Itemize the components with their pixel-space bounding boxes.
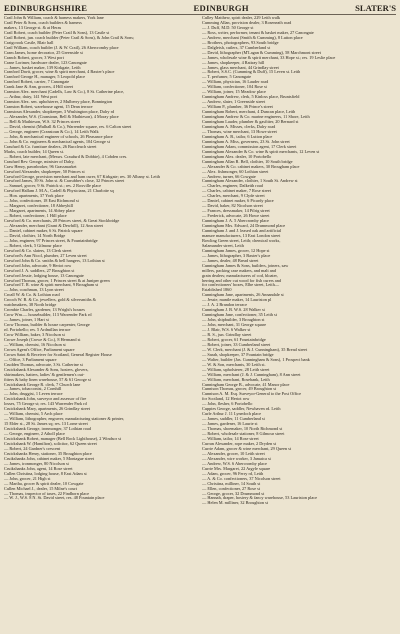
directory-entry: Crawford Thomas, grocer, 1 Princes street & at Juniper green (4, 278, 110, 283)
directory-entry: Cullen Christina, lodging house, 8 East Adam st (4, 471, 87, 476)
directory-entry: — David, baker, 82 Nicolson street (202, 204, 263, 209)
directory-entry: — John, grocer, 21 High st (4, 476, 51, 481)
directory-entry: — James, wholesale wine & spirit merchant, 33 Hope st.; res. 19 Leslie place (202, 55, 336, 60)
directory-entry: — W. J., W.S. 8 N. St. David street, res. 48 Fountain place (4, 496, 105, 501)
directory-entry: — W. & Son, merchants, 30 Leith st. (202, 362, 266, 367)
directory-entry: — J. Duff, M.D. 50 George st (202, 25, 254, 30)
page-header (4, 3, 396, 15)
right-column (202, 16, 395, 506)
directory-entry: Crawford John, advocate, 9 Heriot row (4, 263, 72, 268)
directory-entry: — J. Blair, W.S. 6 Walker st (202, 328, 251, 333)
directory-entry: — Alexander, W.S. (Cranstoun, Bell & Mathieson), 4 Moray place (4, 115, 119, 120)
left-column (4, 16, 197, 506)
directory-entry: Cram James, home decorator, 25 Greenside st (4, 50, 83, 55)
directory-entry: Craigcrook Castle, Blair hall (4, 40, 54, 45)
directory-entry: Crawford Hallam J. M.A., Cadell & Physicians, 21 Charlotte sq (4, 189, 114, 194)
directory-entry: Crail Robert, jun. coach builder (Peter Crail & Sons), & John Crail & Sons; (4, 35, 135, 40)
directory-entry: — James, gardener, 16 Laurie st (202, 422, 258, 427)
directory-entry: Cruickshank George R. clerk, 7 Church lane (4, 382, 81, 387)
directory-entry: — Samuel, grocer, 9 St. Patrick st.; res. 2 Roxville place (4, 184, 102, 189)
directory-entry: — David, chemist (Mulhall & Co.), Warrender square, res. 6 Calton street (4, 124, 132, 129)
directory-entry: Cunningham Adam, commission agent, 17 Clerk street (202, 144, 297, 149)
directory-entry: — David, lithographer (M'Lagan & Cumming), 58 Marchmont street (202, 50, 321, 55)
directory-entry: losses, 75 George st; res. 143 Warrender Park rd (4, 402, 87, 407)
directory-entry: rd. Portobello; res. 5 Ardmillan terrace (4, 328, 71, 333)
directory-entry: — James, basket maker, 139 Kirkgate, Leith (4, 65, 81, 70)
directory-entry: Cunningham A. Misses, clerks, Dalry road (202, 124, 276, 129)
directory-entry: Cunningham Andrew & Co. marine engineers, 11 Shore, Leith (202, 115, 310, 120)
directory-entry: Crawford & Co. merchants, 28 Princes street, & Great Stockbridge (4, 219, 120, 224)
directory-entry: Cruickshank Robert, manager (Bell Rock Lighthouse), 2 Windsor st (4, 437, 121, 442)
directory-entry: Crawford T. R. wine & spirit merchant, 9 Brougham st (4, 283, 99, 288)
directory-entry: — Margaret, apartments, 14 Abbey place (4, 209, 75, 214)
directory-entry: Crowe Joseph (Crowe & Co.), 8 Hermand st (4, 337, 81, 342)
directory-entry: — Christina, milliner, 14 South st (202, 481, 261, 486)
directory-entry: — Charles, cabinet maker, 7 Rose street (202, 189, 272, 194)
directory-entry: — Dalgleish, cutlers, 37 Cumberland st (202, 45, 271, 50)
directory-entry: — David, clothier, 14 North Bridge (4, 233, 66, 238)
directory-entry: Cruickshank George, ironmonger, 37 Lothian road (4, 427, 91, 432)
directory-entry: — Hon. apartments, 37 York place (4, 194, 64, 199)
directory-entry: — Robert, confectioner, 1 Hill place (4, 214, 67, 219)
directory-entry: makers, 13 George st. & at Heras (4, 25, 62, 30)
directory-entry: — William, tailor, 14 Rose street (202, 437, 259, 442)
directory-entry: Cruickshank W. (Hamilton), solicitor, 62 Queen street (4, 441, 97, 446)
directory-entry: — Robert, S.S.C. (Cumming & Duff), 15 Leven st. Leith (202, 70, 301, 75)
directory-entry: Marks, coach builder, 14 Queen st. (4, 149, 64, 154)
directory-entry: Cunningham Jane, apartments, 26 Annandale st (202, 293, 284, 298)
directory-entry: Crawford's Ann Nicol, plumber, 27 Leven street (4, 253, 87, 258)
directory-entry: Cunningham Alexander, clothier, 1 South St. Andrew st (202, 179, 298, 184)
directory-entry: Cranford Davit, grocer, wine & spirit merchant, 4 Baxter's place (4, 70, 115, 75)
directory-entry: — Robert, grocer, 61 Fountainbridge (202, 337, 266, 342)
directory-entry: Cunningham Allan R. Bell, clothier, 10 South bridge (202, 159, 293, 164)
directory-entry: — J. A. 2 Brandon terrace (202, 303, 247, 308)
directory-entry: Cunnison A. M. Esq. Surveyor-General to the Post Office (202, 392, 302, 397)
directory-entry: — R. S., jun. Grindlay street (202, 333, 252, 337)
directory-entry: — Daniel, cabinet maker, 6 Picardy place (202, 199, 274, 204)
directory-entry: — James, ironmonger, 80 Nicolson st (4, 461, 69, 466)
directory-entry: Crank Jane & Ann, grocers, 4 Hill street (4, 85, 74, 90)
directory-entry: fitters & baby linen warehouse, 57 & 61 George st (4, 377, 91, 382)
directory-entry: Crail William, coach builder (J. & W. Crail), 26 Abercromby place (4, 45, 119, 50)
directory-entry: — William, chemist, 5 Arch place (4, 412, 63, 417)
directory-entry: — John, & mechanical engineer of schools, 26 Pleasance place (4, 134, 113, 139)
directory-entry: — Alexander, grocer, 10 Leith street (202, 451, 265, 456)
directory-entry: Cunningham A. Miss, governess, 23 St. John street (202, 139, 290, 144)
directory-entry: Cruickshank Mary, apartments, 26 Grindlay street (4, 407, 90, 412)
directory-entry: — George, engineer (Cranstoun & Co.), 14 Leith Walk (4, 129, 99, 134)
directory-entry: Cruickshank John, surveyor and assessor of fire (4, 397, 87, 402)
directory-entry: — William, merchant (J. & J. Cunningham), 8 Ann street (202, 372, 301, 377)
directory-entry: — Martha, grocer & spirit dealer, 10 Cowgate (4, 481, 84, 486)
directory-entry: Cruickshank Alexander & Sons, hosiers, glovers, (4, 367, 89, 372)
directory-entry: Cranford Robert, carrier, 7 Canongate (4, 80, 70, 85)
header-city: EDINBURGH (193, 3, 249, 13)
directory-entry: — James, saddler, 11 Cumberland st (202, 417, 265, 422)
directory-entry: Crail Robert, coach builder (Peter Crail & Sons), 13 Castle st (4, 30, 110, 35)
directory-entry: Cranston Alex. merchant (Cadells, Law & Co.), 8 St. Catherine place, (4, 90, 125, 95)
directory-entry: — John & Co. engineers & mechanical agents, 104 George st (4, 139, 110, 144)
directory-entry: — James, glass merchant, 44 Grindlay street (202, 65, 279, 70)
directory-entry: millers, packing case makers, and malt and (202, 268, 276, 273)
directory-entry: — William, lithographer, engraver, manufacturing stationer & printer, (4, 417, 125, 422)
directory-entry: — Thomas, inspector of taxes, 22 Findhorn place (4, 491, 90, 496)
directory-entry: — William, upholsterer, 28 Leith street (202, 367, 270, 372)
directory-columns (4, 16, 396, 506)
directory-entry: — William, physician, 16 Lauder road (202, 80, 269, 85)
directory-entry: — James, lithographer, 3 Baxter's place (202, 253, 271, 258)
directory-entry: Cruickshanks Henry, stationer, 35 Broughton place (4, 451, 92, 456)
directory-entry: Cullen Michael J., dealer, 15 Milne's court (4, 486, 78, 491)
directory-entry: — George, engineer, 2 Atholl place (4, 432, 65, 437)
directory-entry: — A. & Co. confectioners, 37 Nicolson street (202, 476, 281, 481)
directory-entry: — William, merchant, Rosebank, Leith (202, 377, 270, 382)
directory-entry: — James, joiner, 1 Hart st (4, 318, 49, 323)
directory-entry: — William P., plumber, 36 Prince's street (202, 105, 273, 110)
directory-entry: Cunnison Thomas, grocer, 49 Broughton st (202, 387, 277, 392)
directory-entry: Crawford Jessie, lodging house, 13 Canongate (4, 273, 84, 278)
directory-entry: — John, flesher, 6 Portobello (202, 402, 253, 407)
directory-entry: Cunningham Lauder, plumber & gasfitter, 20 Bernard st (202, 120, 299, 125)
directory-entry: — Ellen, confectioner, 27 Rose st (202, 486, 260, 491)
directory-entry: — Brothers, photographers, 93 South bridge (202, 40, 279, 45)
directory-entry: — Adam, grocer, 96 Ferry rd, Leith (202, 471, 264, 476)
directory-entry: — Alex. fishmonger, 60 Lothian street (202, 169, 269, 174)
directory-entry: Cunningham A. B., tailor, 6 Lutton place (202, 134, 273, 139)
directory-entry: Cunningham Alexander & Co. wine & spirit merchants, 12 Leven st (202, 149, 320, 154)
directory-entry: grain dealers; manufacturers of cod, bloater, (202, 273, 278, 278)
directory-entry: Cunningham J. A. 5 Abercromby place (202, 219, 269, 224)
directory-entry: Craw Henry, pawnbroker, 96 Grassmarket (4, 164, 77, 169)
directory-entry: Crombie Charles, gardener, 13 Wright's houses (4, 308, 85, 313)
directory-entry: Cunningham Robert, merchant, 4 Duncan place, Leith (202, 110, 296, 115)
directory-entry: Cumming Allan, provision dealer, 3 Roseneath road (202, 20, 292, 25)
directory-entry: — John, coachman, 13 Lyon street (4, 288, 64, 293)
directory-entry: Bowling Green street, Leith; chemical works, (202, 238, 281, 243)
directory-entry: Crawford J. A. saddlers, 27 Broughton st (4, 268, 75, 273)
directory-entry: Cunningham Alex. dealer, 10 Portobello (202, 154, 272, 159)
directory-entry: watchmakers, 38 North bridge (4, 303, 57, 308)
directory-entry: — Charles, merchant, 9 Clyde street (202, 194, 265, 199)
directory-entry: — John, shipbuilder, 3 Broughton st (202, 318, 265, 323)
directory-entry: — Alexander & Co. cabinet makers, 30 Brougham place (202, 164, 300, 169)
directory-entry: — Robert, joiner, 33 Cumberland street (202, 342, 271, 347)
directory-entry: Crail John & William, coach & harness makers, York lane (4, 16, 104, 20)
directory-entry: Cranston Alex. sen. upholsterer, 2 Mulberry place, Bonnington (4, 100, 113, 105)
directory-entry: Cranch Robert, grocer, 3 West port (4, 55, 64, 60)
directory-entry: — Andrew, turner, 66 Cowgate (202, 174, 256, 179)
directory-entry: — John, druggist, 1 Leven terrace (4, 392, 63, 397)
directory-entry: — Walter, builder (Jas. Cunningham & Sons), 1 Prospect bank (202, 357, 310, 362)
directory-entry: Croall W. & Co. & Lothian road (4, 293, 60, 298)
directory-entry: Cunningham James, grocer, 12 Hope st (202, 248, 270, 253)
directory-entry: — Daniel, cabinet maker, 6 St. Patrick square (4, 228, 83, 233)
directory-entry: — Thomas, wine merchant, 13 Howe street (202, 129, 277, 134)
directory-entry: herring and other cut wood for fish curers and (202, 278, 281, 283)
header-publisher: SLATER'S (355, 3, 396, 13)
directory-entry: — John, engineer, 97 Princes street, & Fountainbridge (4, 238, 98, 243)
directory-entry: Crudden Thomas, advocate, 3 St. Catherine st (4, 362, 83, 367)
directory-entry: Crow Wm.— housebuilder, 113 Warrender Park rd (4, 313, 92, 318)
directory-entry: Curle Arthur J. 11 Lynedoch place (202, 412, 262, 417)
directory-entry: — George, grocer, 32 Drummond st (202, 491, 265, 496)
directory-entry: Crane Lorimer, hardware dealer, 123 Canongate (4, 60, 87, 65)
directory-entry: Curran Alexander, rope maker, 2 Dryden st (202, 441, 277, 446)
directory-entry: — Helen M. milliner, 32 Broughton st (202, 501, 268, 506)
directory-entry: Crow Thomas, builder & house carpenter, George (4, 323, 90, 328)
directory-entry: Crawford John & Co. smiths & bell hangers, 13 Lothian st (4, 258, 105, 263)
directory-entry: Cranford George H., manager, 5 Leopold place (4, 75, 86, 80)
directory-entry: Cunningham Andrew, clerk, 5 Kinloss place, Bruntsfield (202, 95, 300, 100)
directory-entry: Crooch W. B. & Co. jewellers, gold & silversmiths & (4, 298, 97, 303)
directory-entry: — Frances, dressmaker, 14 Pilrig street (202, 209, 270, 214)
directory-entry: Crawford & Co. slaters, 13 Clerk street (4, 248, 72, 253)
directory-entry: Crail Peter & Sons, coach builders & harness (4, 20, 82, 25)
directory-entry: Currie Mrs. Margaret, 22 Argyle square (202, 466, 271, 471)
directory-entry: Cunningham James & Sons, builders, joiners, saw (202, 263, 289, 268)
directory-entry: — James, shopkeeper, 4 Rattray hill (202, 60, 265, 65)
directory-entry: Cranston Robert, warehouse agent, 15 Dean terrace (4, 105, 93, 110)
directory-entry: — James, dealer, 48 Bread street (202, 258, 259, 263)
directory-entry: — Bell & Mathieson, W.S. 32 Princes street (4, 120, 80, 125)
directory-entry: — William, chemist, 16 Nicolson st (4, 342, 66, 347)
directory-entry: — Arthur, dairy, 141 West port (4, 95, 58, 100)
directory-entry: Crawford James, 39 St. John st. & Carrubber's close, 32 Princes street (4, 179, 125, 184)
directory-entry: Crawford Alexander, shopkeeper, 50 Princes st (4, 169, 85, 174)
directory-entry: Crow William, baker, 3 Nicolson st (4, 333, 65, 337)
directory-entry: Cunningham George B., advocate, 41 Manor place (202, 382, 290, 387)
directory-entry: — Andrew, W.S. 6 Abercromby place (202, 461, 267, 466)
directory-entry: Craufurd & Co. furniture dealers, 26 Buccleuch street (4, 144, 97, 149)
directory-entry: — T. perfumer, 5 Canongate (202, 75, 252, 80)
directory-entry: — Jessie, mantle maker, 14 Lauriston pl (202, 298, 272, 303)
directory-entry: Currie Adam, grocer & wine merchant, 29 Queen st (202, 446, 292, 451)
directory-entry: Cunningham Mrs. Edward, 24 Drummond place (202, 224, 286, 229)
directory-entry: Cunningham J. B. W.S. 28 Walker st (202, 308, 265, 313)
directory-entry: — Alexander, wire worker, 3 Jamaica st (202, 456, 271, 461)
directory-entry: — James, tobacconist, 2 Cornhill (4, 387, 62, 392)
directory-entry: shirtmakers, hatters, ladies' & gentlemen's out- (4, 372, 85, 377)
directory-entry: for Scotland, 12 Heriot row (202, 397, 250, 402)
directory-entry: — Robert, clerk, 5 Gilmour place (4, 243, 62, 248)
directory-entry: — Robert, late merchant, (Messrs. Craufurd & Dobbie), 4 Cobden cres. (4, 154, 128, 159)
directory-entry: — Andrew, slater, 1 Greenside street (202, 100, 266, 105)
directory-entry: Cruikshanks John, agent, 14 Rose street (4, 466, 73, 471)
directory-entry: Crown Saint & Receiver for Scotland, General Register House (4, 352, 112, 357)
directory-entry: Culley Matthew, spirit dealer, 229 Leith walk (202, 16, 281, 20)
directory-entry: — Robert, wholesale stationer, 8 Gilmour street (202, 432, 285, 437)
directory-entry: — John, confectioner, 18 East Richmond st (4, 199, 79, 204)
directory-entry: Crawford George, provision merchant and ham curer, 67 Kirkgate; res. 30 Albany st. Leith (4, 174, 160, 179)
directory-entry: Established 1860 (202, 288, 232, 293)
directory-entry: Craufurd Rev. George, minister of Dalry, (4, 159, 75, 164)
directory-entry: Cruikshanks John, cabinet maker, 5 Montague street (4, 456, 95, 461)
directory-entry: — William, confectioner, 104 Rose st (202, 85, 267, 90)
directory-entry: — Alexander, merchant (Grant & Dewhill), 12 Ann street (4, 224, 104, 229)
directory-entry: Salamander street, Leith (202, 243, 244, 248)
directory-entry: — Andrew, merchant (Smith & Cumming), 8 Lutton place (202, 35, 303, 40)
directory-entry: — Hannah, draper, hosiery & fancy warehouse, 53 Lauriston place (202, 496, 318, 501)
directory-entry: — William, joiner, 15 Meadow place (202, 90, 266, 95)
directory-entry: Crown Agent's Office, Parliament square (4, 347, 75, 352)
directory-entry: 15 Elder st., 28 St. James sq; res. 13 Lorne street (4, 422, 88, 427)
directory-entry: — Margaret, confectioner, 18 Abbeyhill (4, 204, 73, 209)
header-county: EDINBURGHSHIRE (4, 3, 88, 13)
directory-entry: — Thomas, shoemaker, 10 North Richmond st (202, 427, 283, 432)
directory-entry: — John, merchant, 31 George square (202, 323, 266, 328)
directory-entry: — Sarah, shopkeeper, 37 Fountain bridge (202, 352, 274, 357)
directory-entry: — Robert, 24 Gardner's crescent (4, 446, 61, 451)
directory-entry: — Charles, engineer, Dalkeith road (202, 184, 263, 189)
directory-entry: Cranstoun Alexander, shopkeeper, 3 Washington place, Dalry rd (4, 110, 115, 115)
directory-entry: Cunningham Jane, confectioner, 35 Leith st (202, 313, 277, 318)
directory-entry: — Office, 3 Parliament square (4, 357, 57, 362)
directory-entry: Cunningham J. and J. leased oak and artificial (202, 228, 282, 233)
directory-entry: — W. Clerk, merchant (J. & J. Cunningham), 35 Bread street (202, 347, 308, 352)
directory-entry: for confectioners' boxes, Elbe street, Leith— (202, 283, 280, 288)
directory-entry: manure manufacturers, 13 East London street (202, 233, 281, 238)
directory-entry: — Ross, writer, performer, tenant & basket maker, 27 Canongate (202, 30, 314, 35)
directory-entry: — Frederick, advocate, 26 Howe street (202, 214, 270, 219)
directory-entry: Cuppies George, saddler, Newhaven rd. Leith (202, 407, 281, 412)
